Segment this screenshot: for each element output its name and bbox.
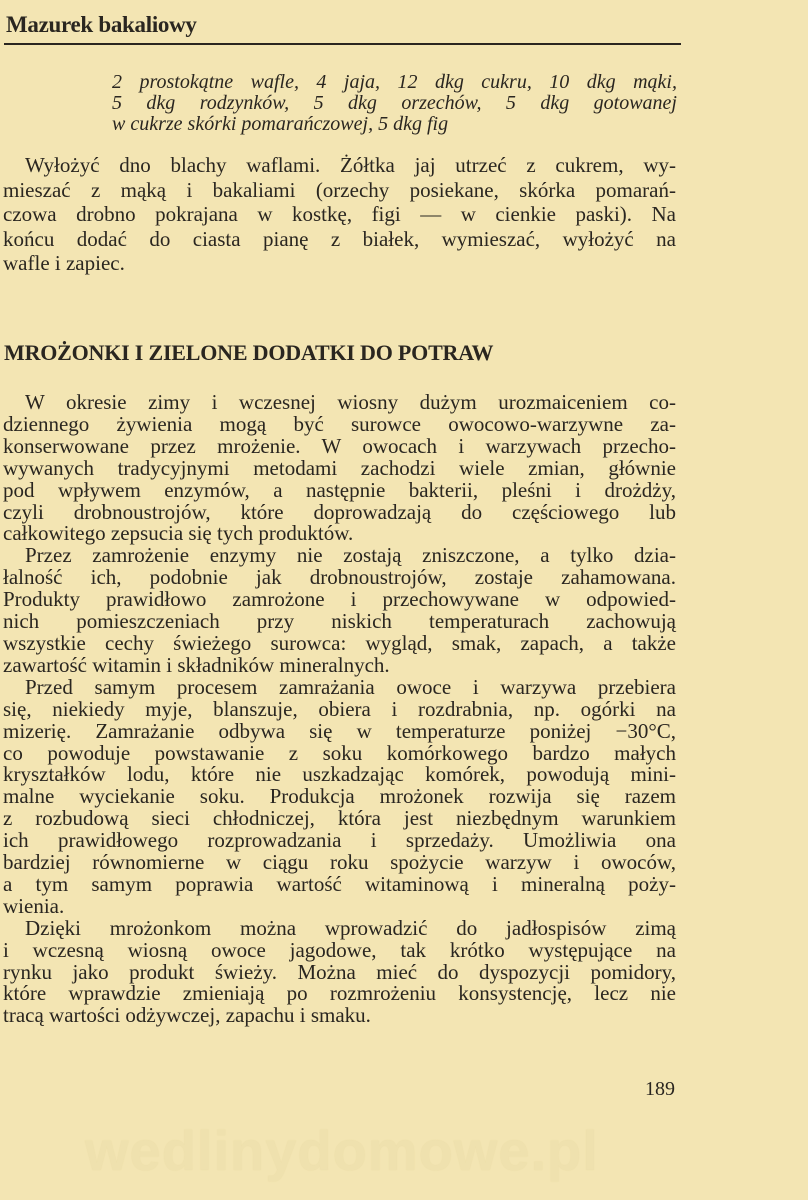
text-line: W okresie zimy i wczesnej wiosny dużym urozmaiceniem co- — [25, 390, 676, 414]
watermark: wedlinydomowe.pl — [85, 1119, 599, 1182]
ingredients-line: 2 prostokątne wafle, 4 jaja, 12 dkg cukru, 10 dkg mąki, — [112, 71, 677, 93]
text-line: i wczesną wiosną owoce jagodowe, tak krótko występujące na — [3, 937, 676, 962]
text-line: wafle i zapiec. — [3, 251, 125, 275]
text-line: co powoduje powstawanie z soku komórkowego bardzo małych — [3, 740, 676, 765]
text-line: czyli drobnoustrojów, które doprowadzają do częściowego lub — [3, 499, 676, 524]
text-line: kryształków lodu, które nie uszkadzając komórek, powodują mini- — [3, 762, 676, 787]
text-line: a tym samym poprawia wartość witaminową i mineralną poży- — [3, 871, 676, 896]
text-line: się, niekiedy myje, blanszuje, obiera i rozdrabnia, np. ogórki na — [3, 696, 676, 721]
text-line: z rozbudową sieci chłodniczej, która jest niezbędnym warunkiem — [3, 806, 676, 831]
ingredients-list — [112, 72, 677, 135]
paragraph — [3, 915, 676, 1028]
text-line: ich prawidłowego rozprowadzania i sprzedaży. Umożliwia ona — [3, 828, 676, 853]
text-line: które wprawdzie zmieniają po rozmrożeniu konsystencję, lecz nie — [3, 981, 676, 1006]
section-body — [3, 392, 676, 1027]
text-line: zawartość witamin i składników mineralnych. — [3, 652, 390, 677]
text-line: rynku jako produkt świeży. Można mieć do dyspozycji pomidory, — [3, 959, 676, 984]
text-line: Dzięki mrożonkom można wprowadzić do jadłospisów zimą — [25, 915, 676, 940]
text-line: łalność ich, podobnie jak drobnoustrojów, zostaje zahamowana. — [3, 565, 676, 590]
text-line: końcu dodać do ciasta pianę z białek, wymieszać, wyłożyć na — [3, 226, 676, 251]
paragraph — [3, 545, 676, 676]
title-rule — [4, 43, 681, 45]
ingredients-line: 5 dkg rodzynków, 5 dkg orzechów, 5 dkg gotowanej — [112, 92, 677, 114]
text-line: nich pomieszczeniach przy niskich temperaturach zachowują — [3, 609, 676, 634]
recipe-instructions — [3, 153, 676, 276]
text-line: dziennego żywienia mogą być surowce owocowo-warzywne za- — [3, 411, 676, 436]
text-line: wszystkie cechy świeżego surowca: wygląd, smak, zapach, a także — [3, 630, 676, 655]
text-line: konserwowane przez mrożenie. W owocach i warzywach przecho- — [3, 433, 676, 458]
text-line: Przez zamrożenie enzymy nie zostają zniszczone, a tylko dzia- — [25, 543, 676, 568]
text-line: tracą wartości odżywczej, zapachu i smaku. — [3, 1003, 371, 1028]
text-line: mieszać z mąką i bakaliami (orzechy posiekane, skórka pomarań- — [3, 177, 676, 202]
text-line: całkowitego zepsucia się tych produktów. — [3, 521, 354, 546]
page-number: 189 — [645, 1078, 675, 1100]
paragraph — [3, 674, 676, 918]
text-line: mizerię. Zamrażanie odbywa się w temperaturze poniżej −30°C, — [3, 718, 676, 743]
text-line: Wyłożyć dno blachy waflami. Żółtka jaj utrzeć z cukrem, wy- — [25, 153, 676, 177]
text-line: Produkty prawidłowo zamrożone i przechowywane w odpowied- — [3, 587, 676, 612]
text-line: wienia. — [3, 893, 65, 918]
text-line: pod wpływem enzymów, a następnie bakterii, pleśni i drożdży, — [3, 477, 676, 502]
text-line: Przed samym procesem zamrażania owoce i warzywa przebiera — [25, 674, 676, 699]
text-line: bardziej równomierne w ciągu roku spożycie warzyw i owoców, — [3, 850, 676, 875]
text-line: wywanych tradycyjnymi metodami zachodzi wiele zmian, głównie — [3, 455, 676, 480]
section-heading: MROŻONKI I ZIELONE DODATKI DO POTRAW — [4, 340, 494, 365]
text-line: malne wyciekanie soku. Produkcja mrożonek rozwija się razem — [3, 784, 676, 809]
text-line: czowa drobno pokrajana w kostkę, figi — w cienkie paski). Na — [3, 202, 676, 226]
recipe-title: Mazurek bakaliowy — [6, 12, 197, 37]
ingredients-line: w cukrze skórki pomarańczowej, 5 dkg fig — [112, 113, 449, 135]
paragraph — [3, 392, 676, 545]
